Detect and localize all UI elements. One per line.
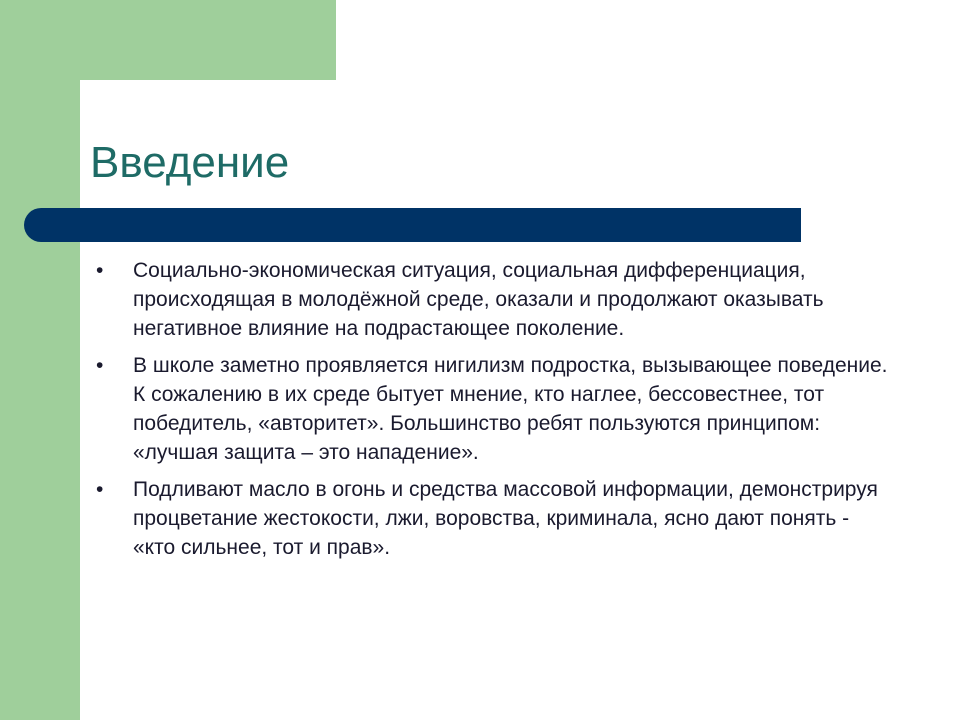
slide-title: Введение	[90, 138, 290, 187]
bullet-dot-icon: •	[96, 478, 104, 501]
list-item	[96, 256, 896, 343]
list-item	[96, 351, 896, 467]
bullet-dot-icon: •	[96, 354, 104, 377]
bullet-text: Социально-экономическая ситуация, социальная дифференциация, происходящая в молодёжной среде, оказали и продолжают оказывать негативное влияние на подрастающее поколение.	[133, 259, 824, 340]
bullet-text: В школе заметно проявляется нигилизм подростка, вызывающее поведение. К сожалению в их среде бытует мнение, кто наглее, бессовестнее, тот победитель, «авторитет». Большинство ребят пользуются принципом: «лучшая защита – это нападение».	[133, 354, 888, 464]
bullet-dot-icon: •	[96, 259, 104, 282]
bullet-text: Подливают масло в огонь и средства массовой информации, демонстрируя процветание жестокости, лжи, воровства, криминала, ясно дают понять - «кто сильнее, тот и прав».	[133, 478, 878, 559]
left-green-band	[0, 0, 80, 720]
title-underline-bar	[24, 208, 801, 242]
list-item	[96, 475, 896, 562]
bullet-list	[96, 256, 896, 570]
top-green-block	[0, 0, 336, 80]
